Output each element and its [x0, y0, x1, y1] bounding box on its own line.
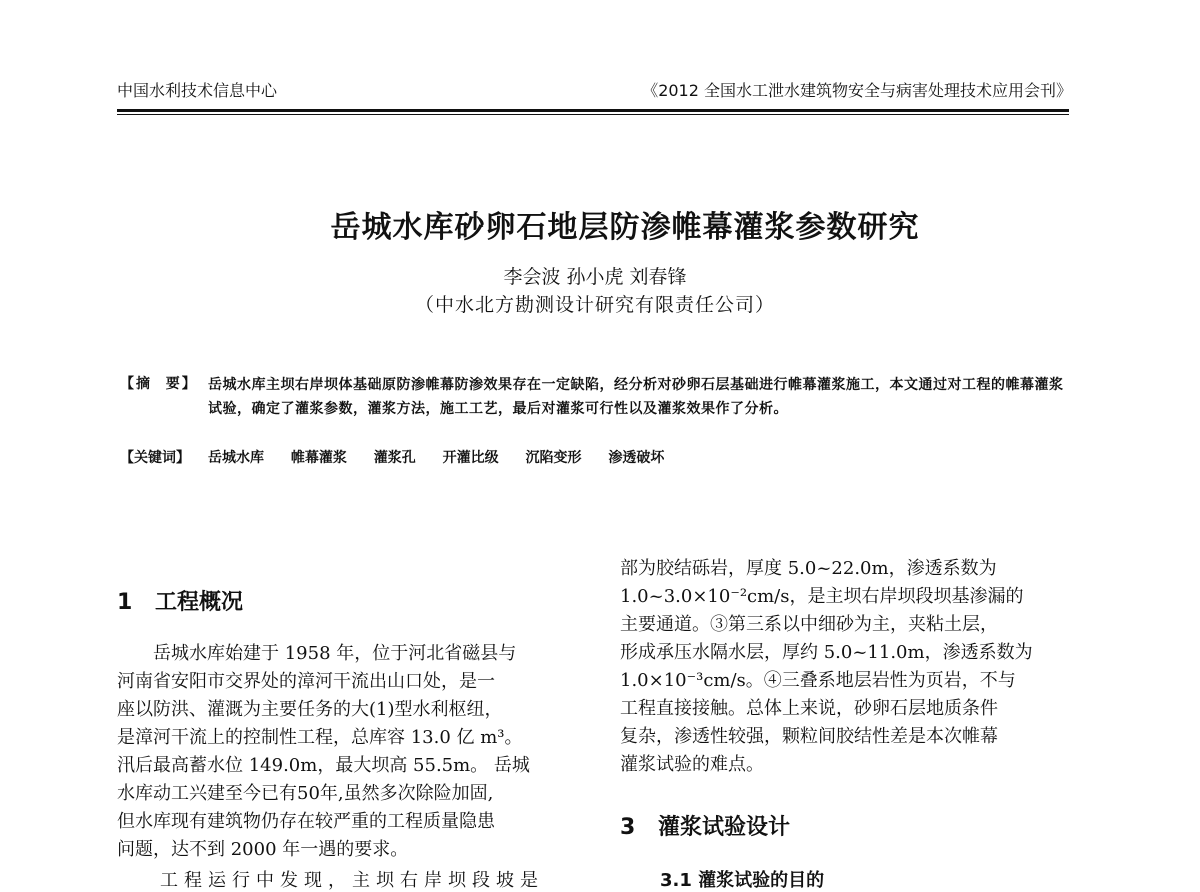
body-line: 形成承压水隔水层，厚约 5.0~11.0m，渗透系数为 — [620, 642, 1033, 663]
body-line: 1.0×10⁻³cm/s。④三叠系地层岩性为页岩，不与 — [620, 670, 1016, 691]
keyword: 开灌比级 — [442, 450, 499, 466]
header-rule-thin — [117, 114, 1069, 115]
body-line: 但水库现有建筑物仍存在较严重的工程质量隐患 — [117, 811, 495, 832]
abstract-label: 【摘 要】 — [120, 376, 198, 392]
body-line-cut-off: 工程运行中发现，主坝右岸坝段坡是 — [160, 870, 544, 891]
journal-header-left: 中国水利技术信息中心 — [117, 81, 278, 100]
paper-title: 岳城水库砂卵石地层防渗帷幕灌浆参数研究 — [330, 210, 920, 245]
subsection-heading: 3.1 灌浆试验的目的 — [660, 870, 825, 891]
body-line: 问题，达不到 2000 年一遇的要求。 — [117, 839, 409, 860]
body-line: 是漳河干流上的控制性工程，总库容 13.0 亿 m³。 — [117, 727, 523, 748]
keyword: 岳城水库 — [208, 450, 264, 466]
affiliation: （中水北方勘测设计研究有限责任公司） — [414, 294, 775, 316]
authors: 李会波 孙小虎 刘春锋 — [503, 266, 687, 288]
keyword: 渗透破坏 — [608, 450, 665, 466]
keywords-label: 【关键词】 — [120, 450, 190, 466]
body-line: 座以防洪、灌溉为主要任务的大(1)型水利枢纽， — [117, 699, 503, 720]
body-line: 1.0~3.0×10⁻²cm/s，是主坝右岸坝段坝基渗漏的 — [620, 586, 1024, 607]
section-number: 1 — [117, 590, 133, 615]
abstract-text: 岳城水库主坝右岸坝体基础原防渗帷幕防渗效果存在一定缺陷，经分析对砂卵石层基础进行帷幕灌浆施工，本文通过对工程的帷幕灌浆试验，确定了灌浆参数，灌浆方法，施工工艺，最后对灌浆可行性以及灌浆效果作了分析。 — [208, 377, 1064, 417]
section-heading-3 — [620, 810, 790, 841]
section-heading-1 — [117, 585, 243, 616]
section-title: 灌浆试验设计 — [658, 815, 791, 840]
left-column-body — [117, 640, 575, 864]
keyword: 帷幕灌浆 — [290, 450, 347, 466]
body-line: 部为胶结砾岩，厚度 5.0~22.0m，渗透系数为 — [620, 558, 997, 579]
keyword: 灌浆孔 — [373, 450, 416, 466]
journal-header-right: 《2012 全国水工泄水建筑物安全与病害处理技术应用会刊》 — [642, 81, 1072, 100]
right-column-body — [620, 555, 1070, 779]
body-line: 汛后最高蓄水位 149.0m，最大坝高 55.5m。 岳城 — [117, 755, 530, 776]
header-rule-thick — [117, 109, 1069, 112]
body-line: 复杂，渗透性较强，颗粒间胶结性差是本次帷幕 — [620, 726, 998, 747]
body-line: 工程直接接触。总体上来说，砂卵石层地质条件 — [620, 698, 998, 719]
section-number: 3 — [620, 815, 636, 840]
keywords-list — [208, 447, 686, 467]
section-title: 工程概况 — [155, 590, 244, 615]
body-line: 水库动工兴建至今已有50年,虽然多次除险加固, — [117, 783, 494, 804]
body-line: 主要通道。③第三系以中细砂为主，夹粘土层， — [620, 614, 998, 635]
body-line: 岳城水库始建于 1958 年，位于河北省磁县与 — [117, 643, 517, 664]
body-line: 河南省安阳市交界处的漳河干流出山口处，是一 — [117, 671, 495, 692]
keyword: 沉陷变形 — [525, 450, 582, 466]
body-line: 灌浆试验的难点。 — [620, 754, 764, 775]
